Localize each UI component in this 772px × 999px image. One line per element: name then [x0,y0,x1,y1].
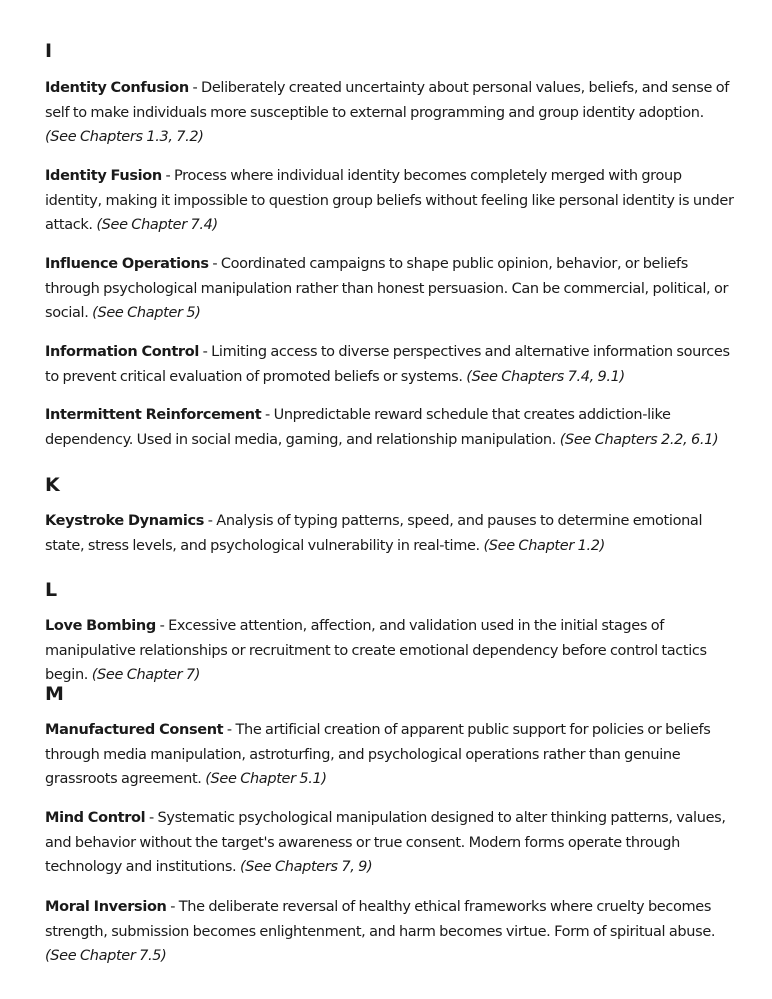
entry-separator: - [161,168,175,184]
entry-reference: (See Chapters 1.3, 7.2) [45,129,204,146]
entry-definition: Systematic psychological manipulation designed to alter thinking patterns, values, and behavior without the target's awareness or true consent. Modern forms operate through technology and institutions. [45,810,726,876]
entry-reference: (See Chapter 5.1) [205,771,327,788]
entry-reference: (See Chapter 7.5) [45,948,167,965]
glossary-entry-keystroke-dynamics [45,509,737,558]
entry-separator: - [204,513,217,529]
entry-separator: - [188,80,202,96]
entry-definition: Coordinated campaigns to shape public opinion, behavior, or beliefs through psychological manipulation rather than honest persuasion. Can be commercial, political, or social. [45,256,729,322]
entry-separator: - [223,722,236,738]
entry-definition: Process where individual identity becomes completely merged with group identity, making it impossible to question group beliefs without feeling like personal identity is under attack. [45,168,734,234]
entry-term: Love Bombing [45,618,156,634]
entry-reference: (See Chapters 7.4, 9.1) [466,368,625,385]
entry-separator: - [155,618,169,634]
entry-definition: The artificial creation of apparent public support for policies or beliefs through media manipulation, astroturfing, and psychological operations rather than genuine grassroots agreement. [45,722,711,788]
glossary-entry-mind-control [45,806,737,880]
entry-term: Manufactured Consent [45,722,224,738]
entry-definition: The deliberate reversal of healthy ethical frameworks where cruelty becomes strength, submission becomes enlightenment, and harm becomes virtue. Form of spiritual abuse. [45,899,716,940]
section-letter-k: K [45,474,60,496]
glossary-entry-moral-inversion [45,895,737,969]
entry-reference: (See Chapter 7) [91,667,201,684]
entry-definition: Excessive attention, affection, and validation used in the initial stages of manipulative relationships or recruitment to create emotional dependency before control tactics begin. [45,618,707,684]
entry-reference: (See Chapters 7, 9) [240,859,373,876]
entry-definition: Analysis of typing patterns, speed, and pauses to determine emotional state, stress levels, and psychological vulnerability in real-time. [45,513,703,554]
glossary-entry-identity-confusion [45,76,737,150]
entry-separator: - [145,810,158,826]
entry-definition: Deliberately created uncertainty about personal values, beliefs, and sense of self to make individuals more susceptible to external programming and group identity adoption. [45,80,729,121]
entry-separator: - [208,256,221,272]
glossary-entry-love-bombing [45,614,737,688]
glossary-entry-identity-fusion [45,164,737,238]
entry-term: Influence Operations [45,256,209,272]
section-letter-i: I [45,40,53,62]
entry-separator: - [261,407,274,423]
entry-term: Information Control [45,344,199,360]
entry-term: Moral Inversion [45,899,167,915]
entry-term: Keystroke Dynamics [45,513,205,529]
entry-term: Identity Confusion [45,80,189,96]
entry-definition: Limiting access to diverse perspectives and alternative information sources to prevent critical evaluation of promoted beliefs or systems. [45,344,730,385]
entry-separator: - [166,899,179,915]
entry-reference: (See Chapters 2.2, 6.1) [559,431,719,448]
entry-term: Intermittent Reinforcement [45,407,262,423]
entry-definition: Unpredictable reward schedule that creates addiction-like dependency. Used in social media, gaming, and relationship manipulation. [45,407,671,448]
glossary-entry-information-control [45,340,737,389]
entry-reference: (See Chapter 7.4) [96,217,218,234]
glossary-entry-manufactured-consent [45,718,737,792]
entry-separator: - [198,344,212,360]
entry-reference: (See Chapter 1.2) [483,537,605,554]
section-letter-l: L [45,579,58,601]
entry-reference: (See Chapter 5) [92,305,201,322]
section-letter-m: M [45,683,64,705]
glossary-entry-intermittent-reinforcement [45,403,737,452]
entry-term: Identity Fusion [45,168,162,184]
glossary-entry-influence-operations [45,252,737,326]
entry-term: Mind Control [45,810,146,826]
